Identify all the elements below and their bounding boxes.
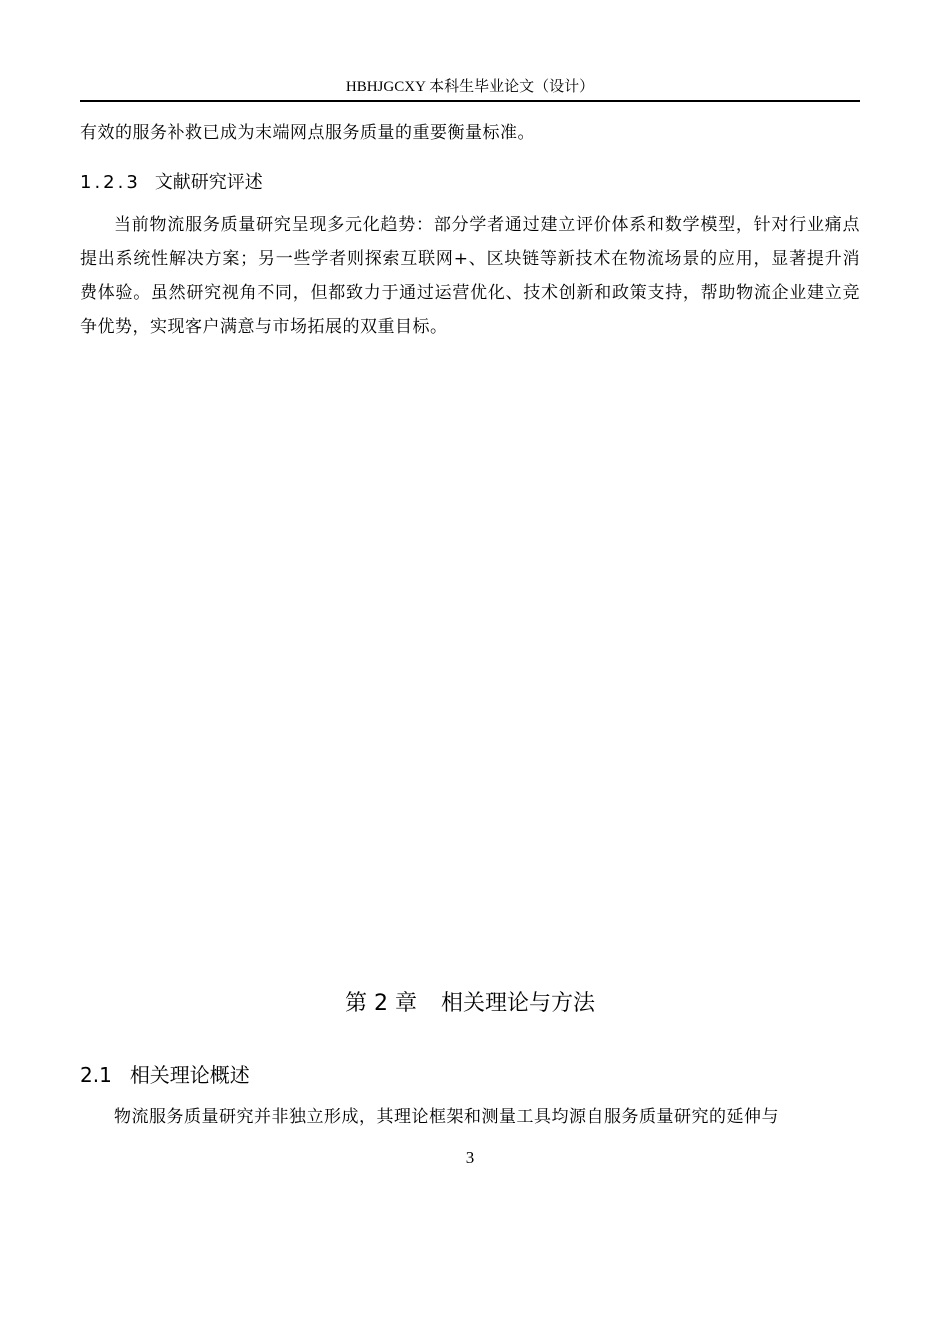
- paragraph-continuation: 有效的服务补救已成为末端网点服务质量的重要衡量标准。: [80, 123, 535, 143]
- paragraph-literature-review: 当前物流服务质量研究呈现多元化趋势：部分学者通过建立评价体系和数学模型，针对行业痛点提出系统性解决方案；另一些学者则探索互联网+、区块链等新技术在物流场景的应用，显著提升消费体验。虽然研究视角不同，但都致力于通过运营优化、技术创新和政策支持，帮助物流企业建立竞争优势，实现客户满意与市场拓展的双重目标。: [80, 215, 860, 337]
- running-header: HBHJGCXY 本科生毕业论文（设计）: [345, 79, 595, 95]
- section-title: 相关理论概述: [129, 1063, 250, 1087]
- section-title: 文献研究评述: [154, 172, 263, 193]
- section-heading-2-1: [80, 1058, 250, 1092]
- page-number: 3: [465, 1148, 475, 1167]
- paragraph-theory-overview: 物流服务质量研究并非独立形成，其理论框架和测量工具均源自服务质量研究的延伸与: [114, 1107, 779, 1127]
- header-rule: [80, 100, 860, 102]
- chapter-title: 相关理论与方法: [440, 991, 595, 1016]
- chapter-number: 第 2 章: [345, 991, 417, 1016]
- chapter-heading: [80, 984, 860, 1024]
- section-number: 2.1: [80, 1063, 112, 1087]
- section-number: 1.2.3: [80, 172, 141, 193]
- section-heading-1-2-3: [80, 167, 263, 199]
